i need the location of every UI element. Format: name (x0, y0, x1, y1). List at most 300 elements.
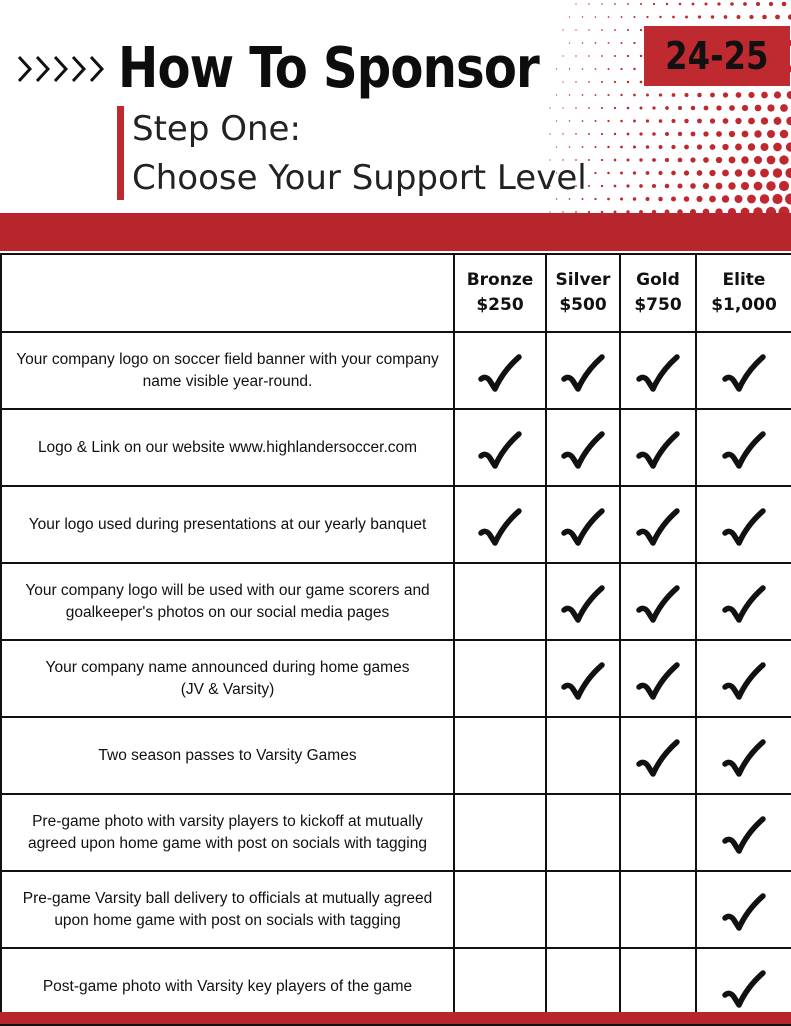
halftone-dot (620, 146, 623, 149)
halftone-dot (626, 158, 629, 161)
checkmark-icon (547, 583, 619, 629)
halftone-dot (640, 107, 643, 110)
halftone-dot (569, 146, 571, 148)
chevron-right-icon (70, 52, 88, 86)
halftone-dot (697, 119, 702, 124)
checkmark-icon (697, 429, 791, 475)
halftone-dot (582, 42, 583, 43)
halftone-dot (659, 93, 662, 96)
halftone-dot (633, 68, 635, 70)
halftone-dot (620, 197, 623, 200)
halftone-dot (640, 3, 642, 5)
halftone-dot (769, 2, 773, 6)
halftone-dot (697, 93, 701, 97)
halftone-dot (735, 169, 742, 176)
halftone-dot (556, 68, 557, 69)
halftone-dot (646, 145, 649, 148)
table-row (1, 332, 791, 409)
halftone-dot (723, 92, 728, 97)
halftone-dot (773, 143, 782, 152)
halftone-dot (582, 94, 584, 96)
halftone-dot (665, 184, 670, 189)
halftone-dot (703, 183, 709, 189)
red-divider-band (0, 213, 791, 251)
halftone-dot (710, 93, 715, 98)
halftone-dot (595, 16, 597, 18)
level-cell-gold (620, 486, 696, 563)
level-cell-elite (696, 794, 791, 871)
halftone-dot (633, 171, 636, 174)
checkmark-icon (455, 506, 545, 552)
halftone-dot (762, 15, 767, 20)
halftone-dot (722, 144, 728, 150)
table-row (1, 717, 791, 794)
halftone-dot (562, 81, 563, 82)
halftone-dot (704, 106, 709, 111)
halftone-dot (601, 159, 603, 161)
halftone-dot (722, 195, 729, 202)
checkmark-icon (621, 583, 695, 629)
halftone-dot (716, 131, 722, 137)
halftone-dot (639, 132, 642, 135)
halftone-dot (697, 144, 702, 149)
halftone-dot (767, 104, 774, 111)
halftone-dot (716, 183, 723, 190)
level-header-gold (620, 254, 696, 332)
halftone-dot (607, 172, 610, 175)
halftone-dot (671, 196, 676, 201)
halftone-dot (703, 157, 709, 163)
halftone-dot (709, 170, 715, 176)
benefit-description: Your company name announced during home games (JV & Varsity) (1, 640, 454, 717)
level-cell-gold (620, 717, 696, 794)
halftone-dot (639, 158, 642, 161)
halftone-dot (614, 81, 616, 83)
halftone-dot (704, 2, 707, 5)
halftone-dot (556, 146, 557, 147)
halftone-dot (691, 132, 696, 137)
halftone-dot (760, 143, 768, 151)
halftone-dot (730, 2, 734, 6)
level-cell-gold (620, 871, 696, 948)
level-cell-gold (620, 563, 696, 640)
halftone-dot (575, 81, 577, 83)
halftone-dot (594, 172, 596, 174)
halftone-dot (717, 2, 720, 5)
page-header (0, 0, 791, 213)
halftone-dot (690, 183, 696, 189)
halftone-dot (747, 195, 756, 204)
checkmark-icon (547, 660, 619, 706)
chevron-right-icon (34, 52, 52, 86)
halftone-dot (621, 16, 623, 18)
halftone-dot (723, 118, 729, 124)
level-name: Gold (636, 270, 680, 290)
halftone-dot (748, 92, 754, 98)
halftone-dot (736, 92, 742, 98)
table-row (1, 563, 791, 640)
level-cell-elite (696, 871, 791, 948)
chevron-right-icon (88, 52, 106, 86)
halftone-dot (709, 196, 716, 203)
halftone-dot (646, 171, 650, 175)
halftone-dot (607, 146, 609, 148)
halftone-dot (722, 170, 729, 177)
halftone-dot (737, 15, 741, 19)
halftone-dot (595, 68, 597, 70)
checkmark-icon (621, 506, 695, 552)
halftone-dot (601, 133, 603, 135)
halftone-dot (652, 158, 656, 162)
halftone-dot (569, 42, 570, 43)
halftone-dot (633, 120, 636, 123)
halftone-dot (773, 168, 782, 177)
halftone-dot (569, 68, 570, 69)
level-cell-silver (546, 640, 620, 717)
level-cell-elite (696, 717, 791, 794)
halftone-dot (780, 104, 788, 112)
halftone-dot (711, 15, 714, 18)
benefit-description: Pre-game Varsity ball delivery to officials at mutually agreed upon home game with post on socials with tagging (1, 871, 454, 948)
level-cell-elite (696, 640, 791, 717)
level-price: $750 (634, 295, 682, 315)
level-cell-elite (696, 563, 791, 640)
season-badge (644, 26, 790, 86)
checkmark-icon (697, 891, 791, 937)
halftone-dot (562, 29, 563, 30)
halftone-dot (640, 81, 643, 84)
halftone-dot (608, 68, 610, 70)
halftone-dot (582, 16, 583, 17)
halftone-dot (588, 133, 590, 135)
level-cell-elite (696, 409, 791, 486)
level-price: $500 (559, 295, 607, 315)
halftone-dot (556, 120, 557, 121)
level-name: Elite (722, 270, 766, 290)
halftone-dot (614, 29, 616, 31)
sponsorship-levels-table (0, 253, 791, 1026)
halftone-dot (588, 55, 590, 57)
halftone-dot (728, 182, 735, 189)
level-cell-silver (546, 563, 620, 640)
level-cell-elite (696, 486, 791, 563)
halftone-dot (620, 68, 622, 70)
halftone-dot (767, 130, 775, 138)
halftone-dot (665, 132, 669, 136)
chevron-right-icon (52, 52, 70, 86)
halftone-dot (549, 133, 550, 134)
halftone-dot (633, 94, 636, 97)
halftone-dot (640, 29, 642, 31)
halftone-dot (761, 117, 768, 124)
level-name: Silver (555, 270, 611, 290)
level-cell-silver (546, 332, 620, 409)
halftone-dot (754, 156, 762, 164)
level-cell-gold (620, 640, 696, 717)
halftone-dot (659, 145, 663, 149)
step-heading: Step One: (132, 109, 301, 149)
checkmark-icon (621, 660, 695, 706)
halftone-dot (729, 157, 736, 164)
halftone-dot (601, 3, 603, 5)
halftone-dot (575, 107, 577, 109)
halftone-dot (582, 120, 584, 122)
halftone-dot (684, 145, 689, 150)
halftone-dot (749, 15, 753, 19)
halftone-dot (562, 55, 563, 56)
halftone-dot (614, 159, 617, 162)
level-cell-gold (620, 794, 696, 871)
halftone-dot (766, 181, 775, 190)
table-row (1, 486, 791, 563)
level-cell-silver (546, 409, 620, 486)
halftone-dot (556, 94, 557, 95)
chevron-right-icon (16, 52, 34, 86)
halftone-dot (754, 130, 761, 137)
halftone-dot (569, 120, 570, 121)
halftone-dot (742, 131, 749, 138)
halftone-dot (787, 91, 791, 99)
checkmark-icon (697, 506, 791, 552)
halftone-dot (601, 185, 603, 187)
table-row (1, 871, 791, 948)
halftone-dot (786, 142, 791, 151)
table-row (1, 640, 791, 717)
halftone-dot (772, 194, 782, 204)
halftone-dot (729, 131, 735, 137)
halftone-dot (626, 184, 629, 187)
halftone-dot (671, 119, 675, 123)
level-cell-bronze (454, 486, 546, 563)
halftone-dot (620, 42, 622, 44)
halftone-dot (665, 158, 669, 162)
table-row (1, 409, 791, 486)
level-cell-silver (546, 794, 620, 871)
halftone-dot (646, 16, 648, 18)
halftone-dot (588, 107, 590, 109)
level-header-bronze (454, 254, 546, 332)
checkmark-icon (547, 506, 619, 552)
step-accent-bar (117, 106, 124, 200)
halftone-dot (724, 15, 728, 19)
halftone-dot (690, 157, 695, 162)
halftone-dot (672, 93, 676, 97)
level-cell-silver (546, 717, 620, 794)
halftone-dot (671, 171, 676, 176)
halftone-dot (779, 181, 789, 191)
checkmark-icon (621, 429, 695, 475)
checkmark-icon (547, 429, 619, 475)
halftone-dot (575, 133, 577, 135)
checkmark-icon (697, 737, 791, 783)
halftone-dot (588, 81, 590, 83)
empty-header-cell (1, 254, 454, 332)
halftone-dot (627, 107, 630, 110)
halftone-dot (677, 183, 682, 188)
halftone-dot (607, 198, 610, 201)
halftone-dot (658, 197, 662, 201)
halftone-dot (607, 120, 609, 122)
halftone-dot (646, 197, 650, 201)
halftone-dot (588, 185, 590, 187)
halftone-dot (639, 184, 643, 188)
halftone-dot (697, 170, 703, 176)
halftone-dot (754, 182, 763, 191)
halftone-dot (608, 42, 610, 44)
halftone-dot (627, 55, 629, 57)
checkmark-icon (697, 814, 791, 860)
halftone-dot (710, 118, 715, 123)
halftone-dot (716, 105, 721, 110)
halftone-dot (742, 105, 748, 111)
halftone-dot (684, 170, 689, 175)
level-cell-bronze (454, 717, 546, 794)
halftone-dot (672, 16, 675, 19)
halftone-dot (627, 3, 629, 5)
halftone-dot (652, 184, 656, 188)
halftone-dot (646, 119, 649, 122)
level-cell-elite (696, 332, 791, 409)
halftone-dot (735, 118, 741, 124)
halftone-dot (774, 117, 782, 125)
bottom-red-band (0, 1012, 791, 1024)
halftone-dot (582, 146, 584, 148)
level-cell-gold (620, 332, 696, 409)
level-cell-bronze (454, 640, 546, 717)
checkmark-icon (621, 352, 695, 398)
halftone-dot (785, 194, 791, 205)
halftone-dot (780, 130, 789, 139)
halftone-dot (767, 156, 776, 165)
halftone-dot (620, 94, 622, 96)
halftone-dot (692, 3, 695, 6)
halftone-dot (594, 198, 596, 200)
halftone-dot (684, 119, 688, 123)
halftone-dot (775, 15, 780, 20)
halftone-dot (761, 92, 768, 99)
halftone-dot (633, 42, 635, 44)
level-price: $1,000 (711, 295, 777, 315)
halftone-dot (666, 3, 668, 5)
halftone-dot (703, 131, 708, 136)
benefit-description: Post-game photo with Varsity key players of the game (1, 948, 454, 1025)
checkmark-icon (697, 968, 791, 1014)
halftone-dot (640, 55, 642, 57)
halftone-dot (786, 117, 791, 125)
halftone-dot (684, 93, 688, 97)
halftone-dot (747, 169, 755, 177)
halftone-dot (595, 94, 597, 96)
halftone-dot (582, 68, 584, 70)
halftone-dot (760, 194, 769, 203)
halftone-dot (665, 106, 669, 110)
halftone-dot (684, 196, 690, 202)
halftone-dot (569, 16, 570, 17)
halftone-dot (627, 133, 630, 136)
checkmark-icon (455, 352, 545, 398)
level-cell-bronze (454, 794, 546, 871)
halftone-dot (774, 91, 781, 98)
level-cell-bronze (454, 332, 546, 409)
halftone-dot (659, 16, 661, 18)
halftone-dot (698, 15, 701, 18)
benefit-description: Your company logo will be used with our game scorers and goalkeeper's photos on our social media pages (1, 563, 454, 640)
table-header-row (1, 254, 791, 332)
halftone-dot (608, 16, 610, 18)
halftone-dot (646, 94, 649, 97)
season-year: 24-25 (665, 34, 769, 78)
halftone-dot (601, 55, 603, 57)
halftone-dot (748, 118, 755, 125)
halftone-dot (633, 145, 636, 148)
benefit-description: Logo & Link on our website www.highlandersoccer.com (1, 409, 454, 486)
halftone-dot (760, 169, 769, 178)
halftone-dot (678, 132, 682, 136)
halftone-dot (614, 3, 616, 5)
halftone-dot (594, 146, 596, 148)
halftone-dot (743, 2, 747, 6)
halftone-dot (595, 42, 597, 44)
halftone-dot (633, 16, 635, 18)
halftone-dot (562, 107, 563, 108)
level-cell-silver (546, 486, 620, 563)
halftone-dot (756, 2, 760, 6)
halftone-dot (588, 29, 590, 31)
checkmark-icon (455, 429, 545, 475)
halftone-dot (659, 119, 663, 123)
halftone-dot (741, 182, 749, 190)
halftone-dot (710, 144, 716, 150)
halftone-dot (691, 106, 695, 110)
halftone-dot (782, 2, 787, 7)
halftone-dot (653, 3, 655, 5)
level-price: $250 (476, 295, 524, 315)
halftone-dot (696, 196, 702, 202)
halftone-dot (614, 185, 617, 188)
halftone-dot (678, 158, 683, 163)
halftone-dot (735, 144, 742, 151)
halftone-dot (679, 3, 682, 6)
halftone-dot (729, 105, 735, 111)
halftone-dot (734, 195, 742, 203)
level-name: Bronze (466, 270, 534, 290)
step-subheading: Choose Your Support Level (132, 158, 587, 198)
halftone-dot (716, 157, 722, 163)
table-row (1, 794, 791, 871)
halftone-dot (685, 16, 688, 19)
halftone-dot (620, 172, 623, 175)
halftone-dot (627, 29, 629, 31)
halftone-dot (575, 29, 576, 30)
halftone-dot (658, 171, 662, 175)
halftone-dot (601, 81, 603, 83)
halftone-dot (741, 156, 748, 163)
halftone-dot (633, 197, 637, 201)
halftone-dot (755, 105, 762, 112)
halftone-dot (627, 81, 629, 83)
benefit-description: Your logo used during presentations at our yearly banquet (1, 486, 454, 563)
halftone-dot (588, 159, 590, 161)
benefit-description: Your company logo on soccer field banner with your company name visible year-round. (1, 332, 454, 409)
halftone-dot (614, 133, 616, 135)
halftone-dot (678, 106, 682, 110)
level-cell-silver (546, 871, 620, 948)
halftone-dot (748, 143, 755, 150)
halftone-dot (652, 106, 655, 109)
halftone-dot (614, 107, 616, 109)
halftone-dot (588, 3, 589, 4)
halftone-dot (562, 133, 563, 134)
